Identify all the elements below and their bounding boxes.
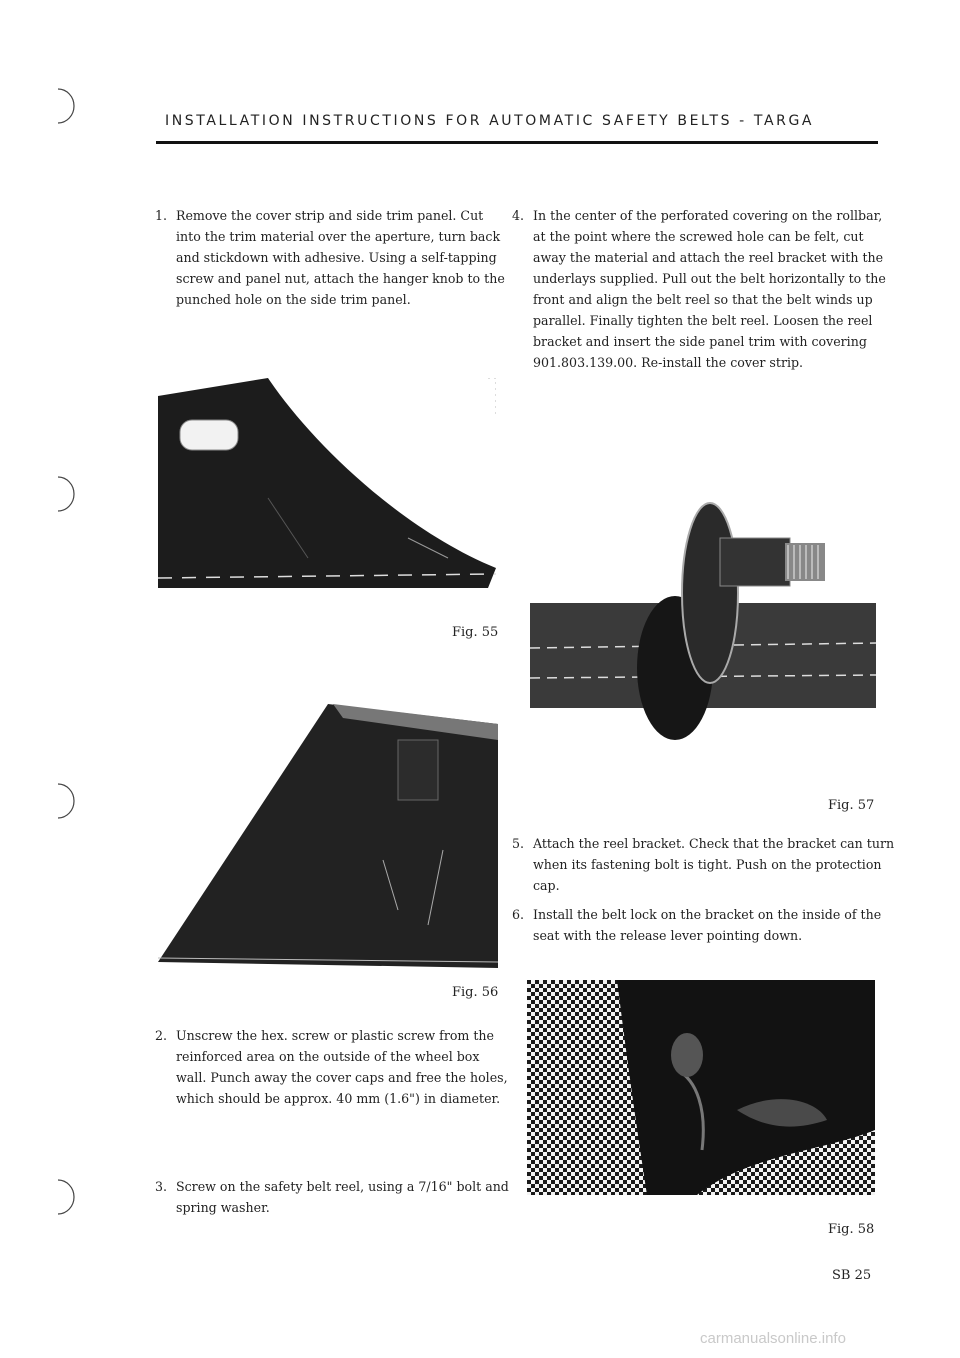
step-1	[155, 205, 511, 310]
step-number: 1.	[155, 208, 168, 223]
fig-57-photo	[530, 483, 876, 758]
step-6	[512, 904, 895, 946]
fig-55-caption: Fig. 55	[452, 625, 499, 640]
step-text: Unscrew the hex. screw or plastic screw from the reinforced area on the outside of the wheel box wall. Punch away the cover caps and free the holes, which should be approx. 40 mm (1.6") in diameter.	[176, 1028, 508, 1106]
step-text: In the center of the perforated covering on the rollbar, at the point where the screwed hole can be felt, cut away the material and attach the reel bracket with the underlays supplied. Pull out the belt horizontally to the front and align the belt reel so that the belt winds up parallel. Finally tighten the belt reel. Loosen the reel bracket and insert the side panel trim with covering 901.803.139.00. Re-install the cover strip.	[533, 208, 886, 370]
step-text: Attach the reel bracket. Check that the bracket can turn when its fastening bolt is tight. Push on the protection cap.	[533, 836, 895, 893]
page-header-title: INSTALLATION INSTRUCTIONS FOR AUTOMATIC SAFETY BELTS - TARGA	[165, 113, 815, 129]
fig-58-caption: Fig. 58	[828, 1222, 875, 1237]
page-number: SB 25	[832, 1268, 872, 1283]
step-text: Screw on the safety belt reel, using a 7/16" bolt and spring washer.	[176, 1179, 509, 1215]
step-number: 6.	[512, 907, 525, 922]
step-number: 5.	[512, 836, 525, 851]
punch-hole-mark	[46, 475, 76, 513]
header-rule	[156, 141, 878, 144]
punch-hole-mark	[46, 87, 76, 125]
step-2	[155, 1025, 511, 1109]
step-number: 4.	[512, 208, 525, 223]
step-number: 3.	[155, 1179, 168, 1194]
fig-56-caption: Fig. 56	[452, 985, 499, 1000]
step-5	[512, 833, 895, 896]
fig-55-photo	[158, 378, 496, 588]
fig-58-photo	[527, 980, 875, 1195]
footer-watermark: carmanualsonline.info	[700, 1330, 846, 1347]
step-number: 2.	[155, 1028, 168, 1043]
step-text: Remove the cover strip and side trim panel. Cut into the trim material over the aperture, turn back and stickdown with adhesive. Using a self-tapping screw and panel nut, attach the hanger knob to the punched hole on the side trim panel.	[176, 208, 505, 307]
fig-57-caption: Fig. 57	[828, 798, 875, 813]
step-4	[512, 205, 895, 373]
step-text: Install the belt lock on the bracket on the inside of the seat with the release lever pointing down.	[533, 907, 882, 943]
step-3	[155, 1176, 516, 1218]
punch-hole-mark	[46, 1178, 76, 1216]
punch-hole-mark	[46, 782, 76, 820]
fig-56-photo	[158, 700, 498, 968]
